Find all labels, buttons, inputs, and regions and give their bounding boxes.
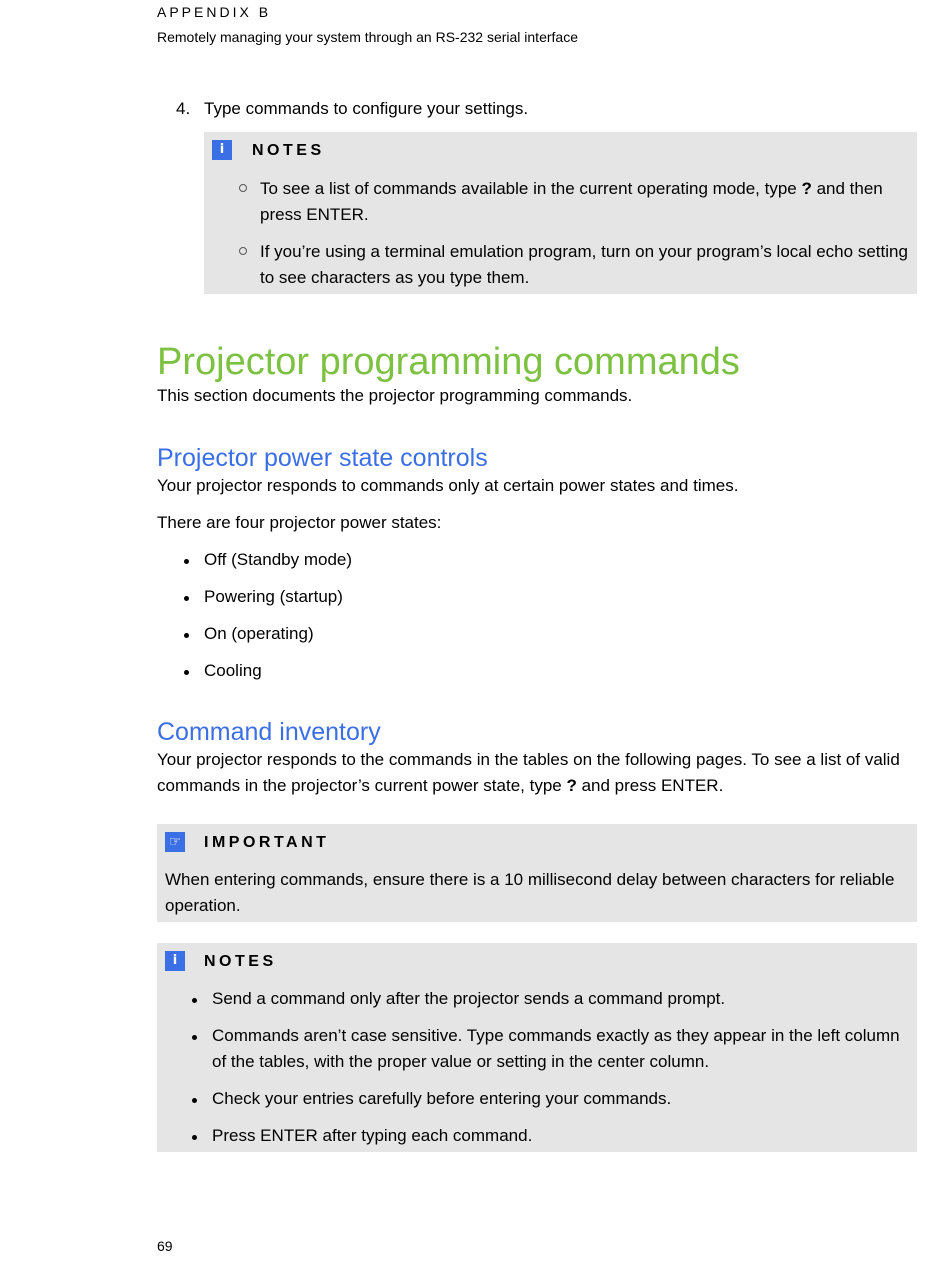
list-item: To see a list of commands available in the current operating mode, type ? and then press ENTER.: [260, 176, 910, 228]
step-text: Type commands to configure your settings.: [204, 99, 529, 118]
notes-list: [212, 986, 910, 1149]
command-inventory-paragraph: Your projector responds to the commands in the tables on the following pages. To see a list of valid commands in the projector’s current power state, type ? and press ENTER.: [157, 750, 900, 795]
important-callout: [157, 824, 917, 922]
important-text: When entering commands, ensure there is a 10 millisecond delay between characters for reliable operation.: [165, 870, 895, 915]
power-states-heading: Projector power state controls: [157, 444, 488, 472]
notes-list: [260, 176, 910, 291]
power-states-paragraph: Your projector responds to commands only at certain power states and times.: [157, 476, 739, 495]
command-inventory-heading: Command inventory: [157, 718, 381, 746]
step-number: 4.: [176, 99, 191, 118]
list-item: Commands aren’t case sensitive. Type commands exactly as they appear in the left column of the tables, with the proper value or setting in the center column.: [212, 1023, 910, 1075]
section-title: Projector programming commands: [157, 341, 740, 383]
list-item: Check your entries carefully before entering your commands.: [212, 1086, 910, 1112]
info-icon: i: [165, 951, 185, 971]
important-title: IMPORTANT: [204, 834, 330, 851]
power-states-intro: There are four projector power states:: [157, 513, 442, 532]
section-intro: This section documents the projector programming commands.: [157, 386, 633, 405]
page-number: 69: [157, 1238, 173, 1254]
list-item: Send a command only after the projector sends a command prompt.: [212, 986, 910, 1012]
notes-callout-2: [157, 943, 917, 1152]
info-icon: i: [212, 140, 232, 160]
appendix-label: APPENDIX B: [157, 4, 272, 20]
list-item: On (operating): [204, 621, 352, 647]
notes-title: NOTES: [204, 953, 277, 970]
list-item: Powering (startup): [204, 584, 352, 610]
list-item: Press ENTER after typing each command.: [212, 1123, 910, 1149]
notes-callout-1: [204, 132, 917, 294]
power-states-list: [204, 547, 352, 695]
list-item: If you’re using a terminal emulation program, turn on your program’s local echo setting to see characters as you type them.: [260, 239, 910, 291]
notes-title: NOTES: [252, 142, 325, 159]
pointing-hand-icon: ☞: [165, 832, 185, 852]
list-item: Cooling: [204, 658, 352, 684]
running-header-subtitle: Remotely managing your system through an RS-232 serial interface: [157, 29, 578, 45]
list-item: Off (Standby mode): [204, 547, 352, 573]
